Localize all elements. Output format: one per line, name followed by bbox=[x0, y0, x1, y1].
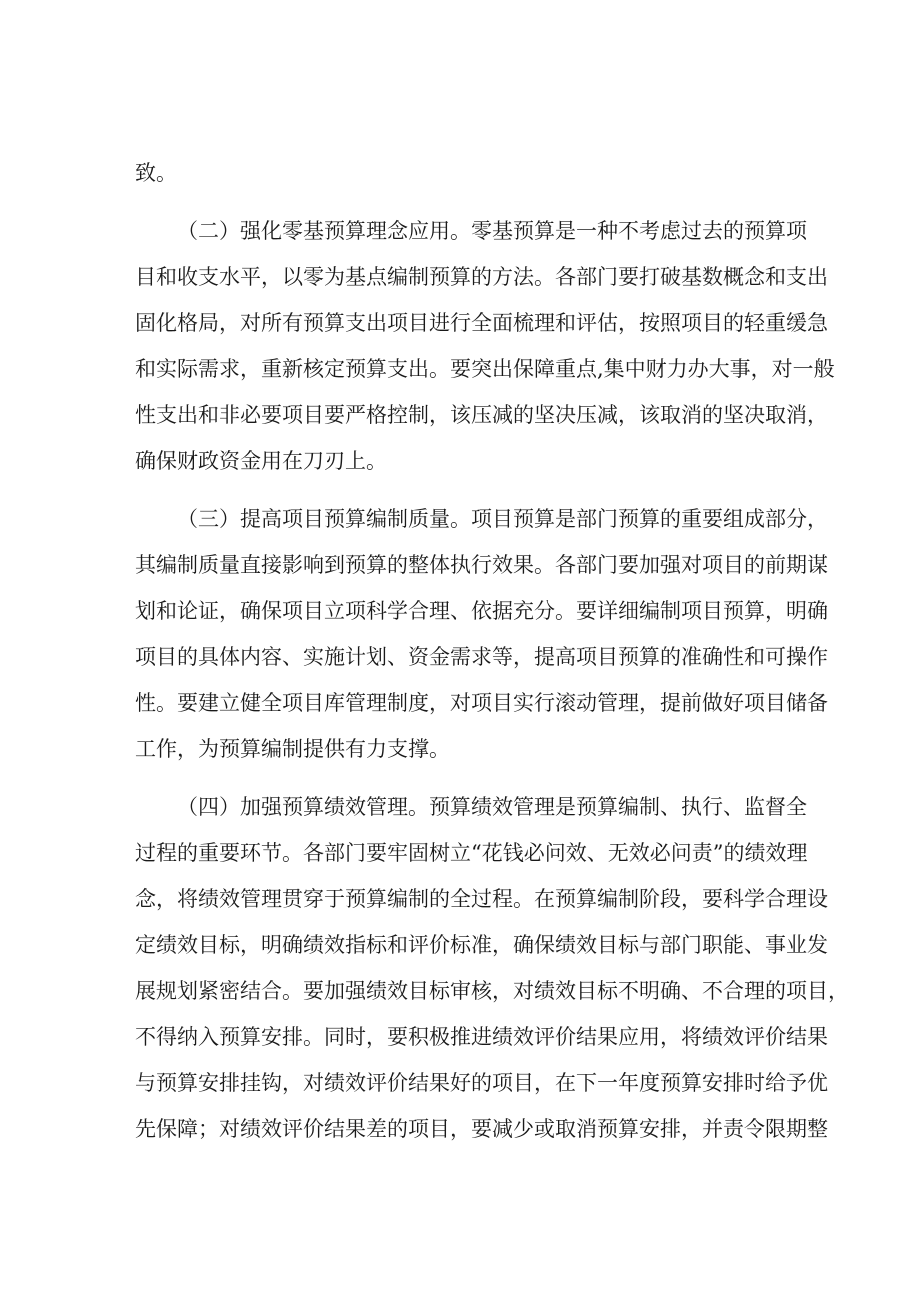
paragraph-line: 定绩效目标，明确绩效指标和评价标准，确保绩效目标与部门职能、事业发 bbox=[135, 933, 828, 957]
paragraph-line: 与预算安排挂钩，对绩效评价结果好的项目，在下一年度预算安排时给予优 bbox=[135, 1071, 828, 1095]
paragraph-line: 念，将绩效管理贯穿于预算编制的全过程。在预算编制阶段，要科学合理设 bbox=[135, 887, 828, 911]
paragraph-line: 固化格局，对所有预算支出项目进行全面梳理和评估，按照项目的轻重缓急 bbox=[135, 311, 828, 335]
paragraph-line: 工作，为预算编制提供有力支撑。 bbox=[135, 737, 450, 761]
paragraph-line: 过程的重要环节。各部门要牢固树立“花钱必问效、无效必问责”的绩效理 bbox=[135, 841, 808, 865]
paragraph-line: 性。要建立健全项目库管理制度，对项目实行滚动管理，提前做好项目储备 bbox=[135, 691, 828, 715]
paragraph-line: 性支出和非必要项目要严格控制，该压减的坚决压减，该取消的坚决取消， bbox=[135, 403, 828, 427]
paragraph-line: （二）强化零基预算理念应用。零基预算是一种不考虑过去的预算项 bbox=[177, 219, 807, 243]
paragraph-line: （三）提高项目预算编制质量。项目预算是部门预算的重要组成部分， bbox=[177, 507, 828, 531]
paragraph-line: 其编制质量直接影响到预算的整体执行效果。各部门要加强对项目的前期谋 bbox=[135, 553, 828, 577]
paragraph-line: 致。 bbox=[135, 161, 177, 185]
paragraph-line: 确保财政资金用在刀刃上。 bbox=[135, 449, 387, 473]
paragraph-line: （四）加强预算绩效管理。预算绩效管理是预算编制、执行、监督全 bbox=[177, 795, 807, 819]
paragraph-line: 和实际需求，重新核定预算支出。要突出保障重点,集中财力办大事，对一般 bbox=[135, 357, 835, 381]
paragraph-line: 目和收支水平，以零为基点编制预算的方法。各部门要打破基数概念和支出 bbox=[135, 265, 828, 289]
paragraph-line: 先保障；对绩效评价结果差的项目，要减少或取消预算安排，并责令限期整 bbox=[135, 1117, 828, 1141]
paragraph-line: 展规划紧密结合。要加强绩效目标审核，对绩效目标不明确、不合理的项目， bbox=[135, 979, 849, 1003]
paragraph-line: 划和论证，确保项目立项科学合理、依据充分。要详细编制项目预算，明确 bbox=[135, 599, 828, 623]
paragraph-line: 不得纳入预算安排。同时，要积极推进绩效评价结果应用，将绩效评价结果 bbox=[135, 1025, 828, 1049]
paragraph-line: 项目的具体内容、实施计划、资金需求等，提高项目预算的准确性和可操作 bbox=[135, 645, 828, 669]
